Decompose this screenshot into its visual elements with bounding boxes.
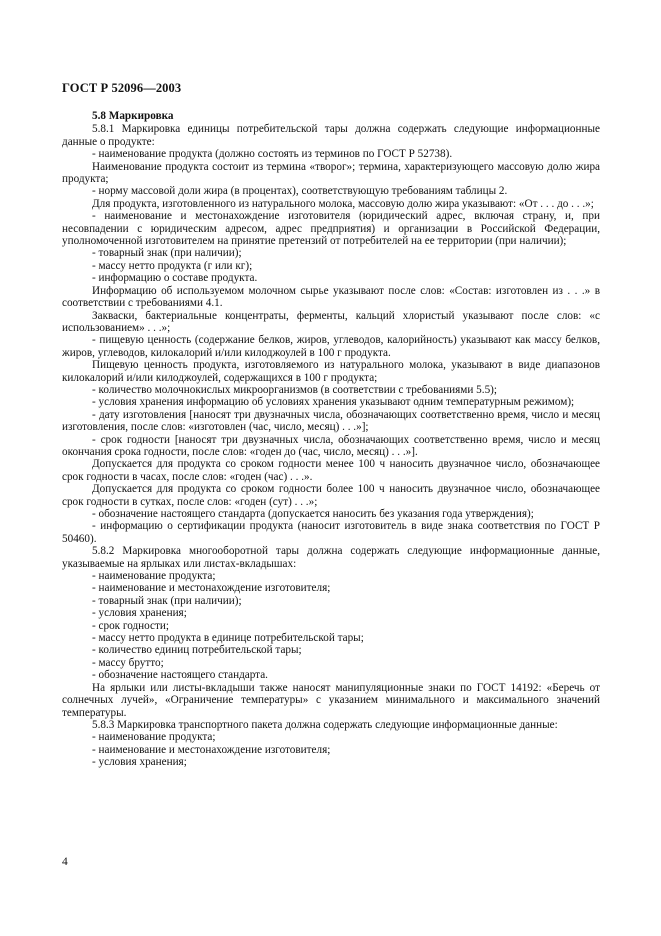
paragraph: Допускается для продукта со сроком годности менее 100 ч наносить двузначное число, обозначающее срок годности в часах, после слов: «годен (час) . . .».: [62, 458, 600, 483]
paragraph: - обозначение настоящего стандарта (допускается наносить без указания года утверждения);: [92, 508, 534, 520]
paragraph: - условия хранения;: [92, 607, 187, 620]
paragraph: - информацию о сертификации продукта (наносит изготовитель в виде знака соответствия по ГОСТ Р 50460).: [62, 520, 600, 545]
paragraph: - массу нетто продукта (г или кг);: [92, 259, 253, 272]
paragraph: - норму массовой доли жира (в процентах), соответствующую требованиям таблицы 2.: [92, 185, 508, 198]
paragraph: - срок годности;: [92, 619, 169, 632]
paragraph: - наименование продукта;: [92, 570, 216, 583]
paragraph: - количество молочнокислых микроорганизмов (в соответствии с требованиями 5.5);: [92, 383, 497, 396]
paragraph: 5.8.2 Маркировка многооборотной тары должна содержать следующие информационные данные, указываемые на ярлыках или листах-вкладышах:: [62, 545, 600, 570]
paragraph: 5.8.1 Маркировка единицы потребительской тары должна содержать следующие информационные данные о продукте:: [62, 123, 600, 148]
section-title: 5.8 Маркировка: [92, 110, 174, 122]
paragraph: - обозначение настоящего стандарта.: [92, 669, 268, 682]
paragraph: Закваски, бактериальные концентраты, ферменты, кальций хлористый указывают после слов: «с использованием» . . .»;: [62, 309, 600, 334]
paragraph: - дату изготовления [наносят три двузначных числа, обозначающих соответственно время, число и месяц изготовления, после слов: «изготовлен (час, число, месяц) . . .»];: [62, 408, 600, 434]
paragraph: - наименование и местонахождение изготовителя;: [92, 743, 331, 756]
paragraph: Допускается для продукта со сроком годности более 100 ч наносить двузначное число, обозначающее срок годности в сутках, после слов: «годен (сут) . . .»;: [62, 483, 600, 508]
paragraph: - условия хранения информацию об условиях хранения указывают одним температурным режимом);: [92, 396, 575, 409]
paragraph: - товарный знак (при наличии);: [92, 247, 242, 260]
paragraph: - наименование продукта;: [92, 731, 216, 744]
paragraph: - массу брутто;: [92, 656, 164, 669]
paragraph: - срок годности [наносят три двузначных числа, обозначающих соответственно время, число и месяц окончания срока годности, после слов: «годен до (час, число, месяц) . . .»].: [62, 433, 600, 458]
page-number: 4: [62, 856, 68, 868]
document-body: [62, 110, 600, 769]
paragraph: - товарный знак (при наличии);: [92, 594, 242, 607]
paragraph: Пищевую ценность продукта, изготовляемого из натурального молока, указывают в виде диапазонов килокалорий и/или килоджоулей, содержащихся в 100 г продукта;: [62, 359, 600, 384]
paragraph: - условия хранения;: [92, 756, 187, 769]
paragraph: - наименование и местонахождение изготовителя;: [92, 582, 331, 595]
paragraph: - информацию о составе продукта.: [92, 272, 258, 285]
paragraph: - наименование продукта (должно состоять из терминов по ГОСТ Р 52738).: [92, 148, 453, 161]
paragraph: - наименование и местонахождение изготовителя (юридический адрес, включая страну, и, при несовпадении с юридическим адресом, адрес предприятия) и организации в Российской Федерации, уполномоченной изготовителем на принятие претензий от потребителей на ее территории (при наличии);: [62, 210, 600, 248]
paragraph: На ярлыки или листы-вкладыши также наносят манипуляционные знаки по ГОСТ 14192: «Беречь от солнечных лучей», «Ограничение температуры» с указанием минимального и максимального значений температуры.: [62, 681, 600, 719]
paragraph: 5.8.3 Маркировка транспортного пакета должна содержать следующие информационные данные:: [92, 718, 558, 731]
paragraph: Информацию об используемом молочном сырье указывают после слов: «Состав: изготовлен из . . .» в соответствии с требованиями 4.1.: [62, 284, 600, 310]
paragraph: Для продукта, изготовленного из натурального молока, массовую долю жира указывают: «От . . . до . . .»;: [92, 197, 594, 210]
paragraph: - количество единиц потребительской тары;: [92, 644, 302, 657]
paragraph: Наименование продукта состоит из термина «творог»; термина, характеризующего массовую долю жира продукта;: [62, 160, 600, 186]
paragraph: - пищевую ценность (содержание белков, жиров, углеводов, калорийность) указывают как массу белков, жиров, углеводов, килокалорий и/или килоджоулей в 100 г продукта.: [62, 334, 600, 359]
paragraph: - массу нетто продукта в единице потребительской тары;: [92, 632, 364, 645]
document-header: ГОСТ Р 52096—2003: [62, 81, 182, 95]
